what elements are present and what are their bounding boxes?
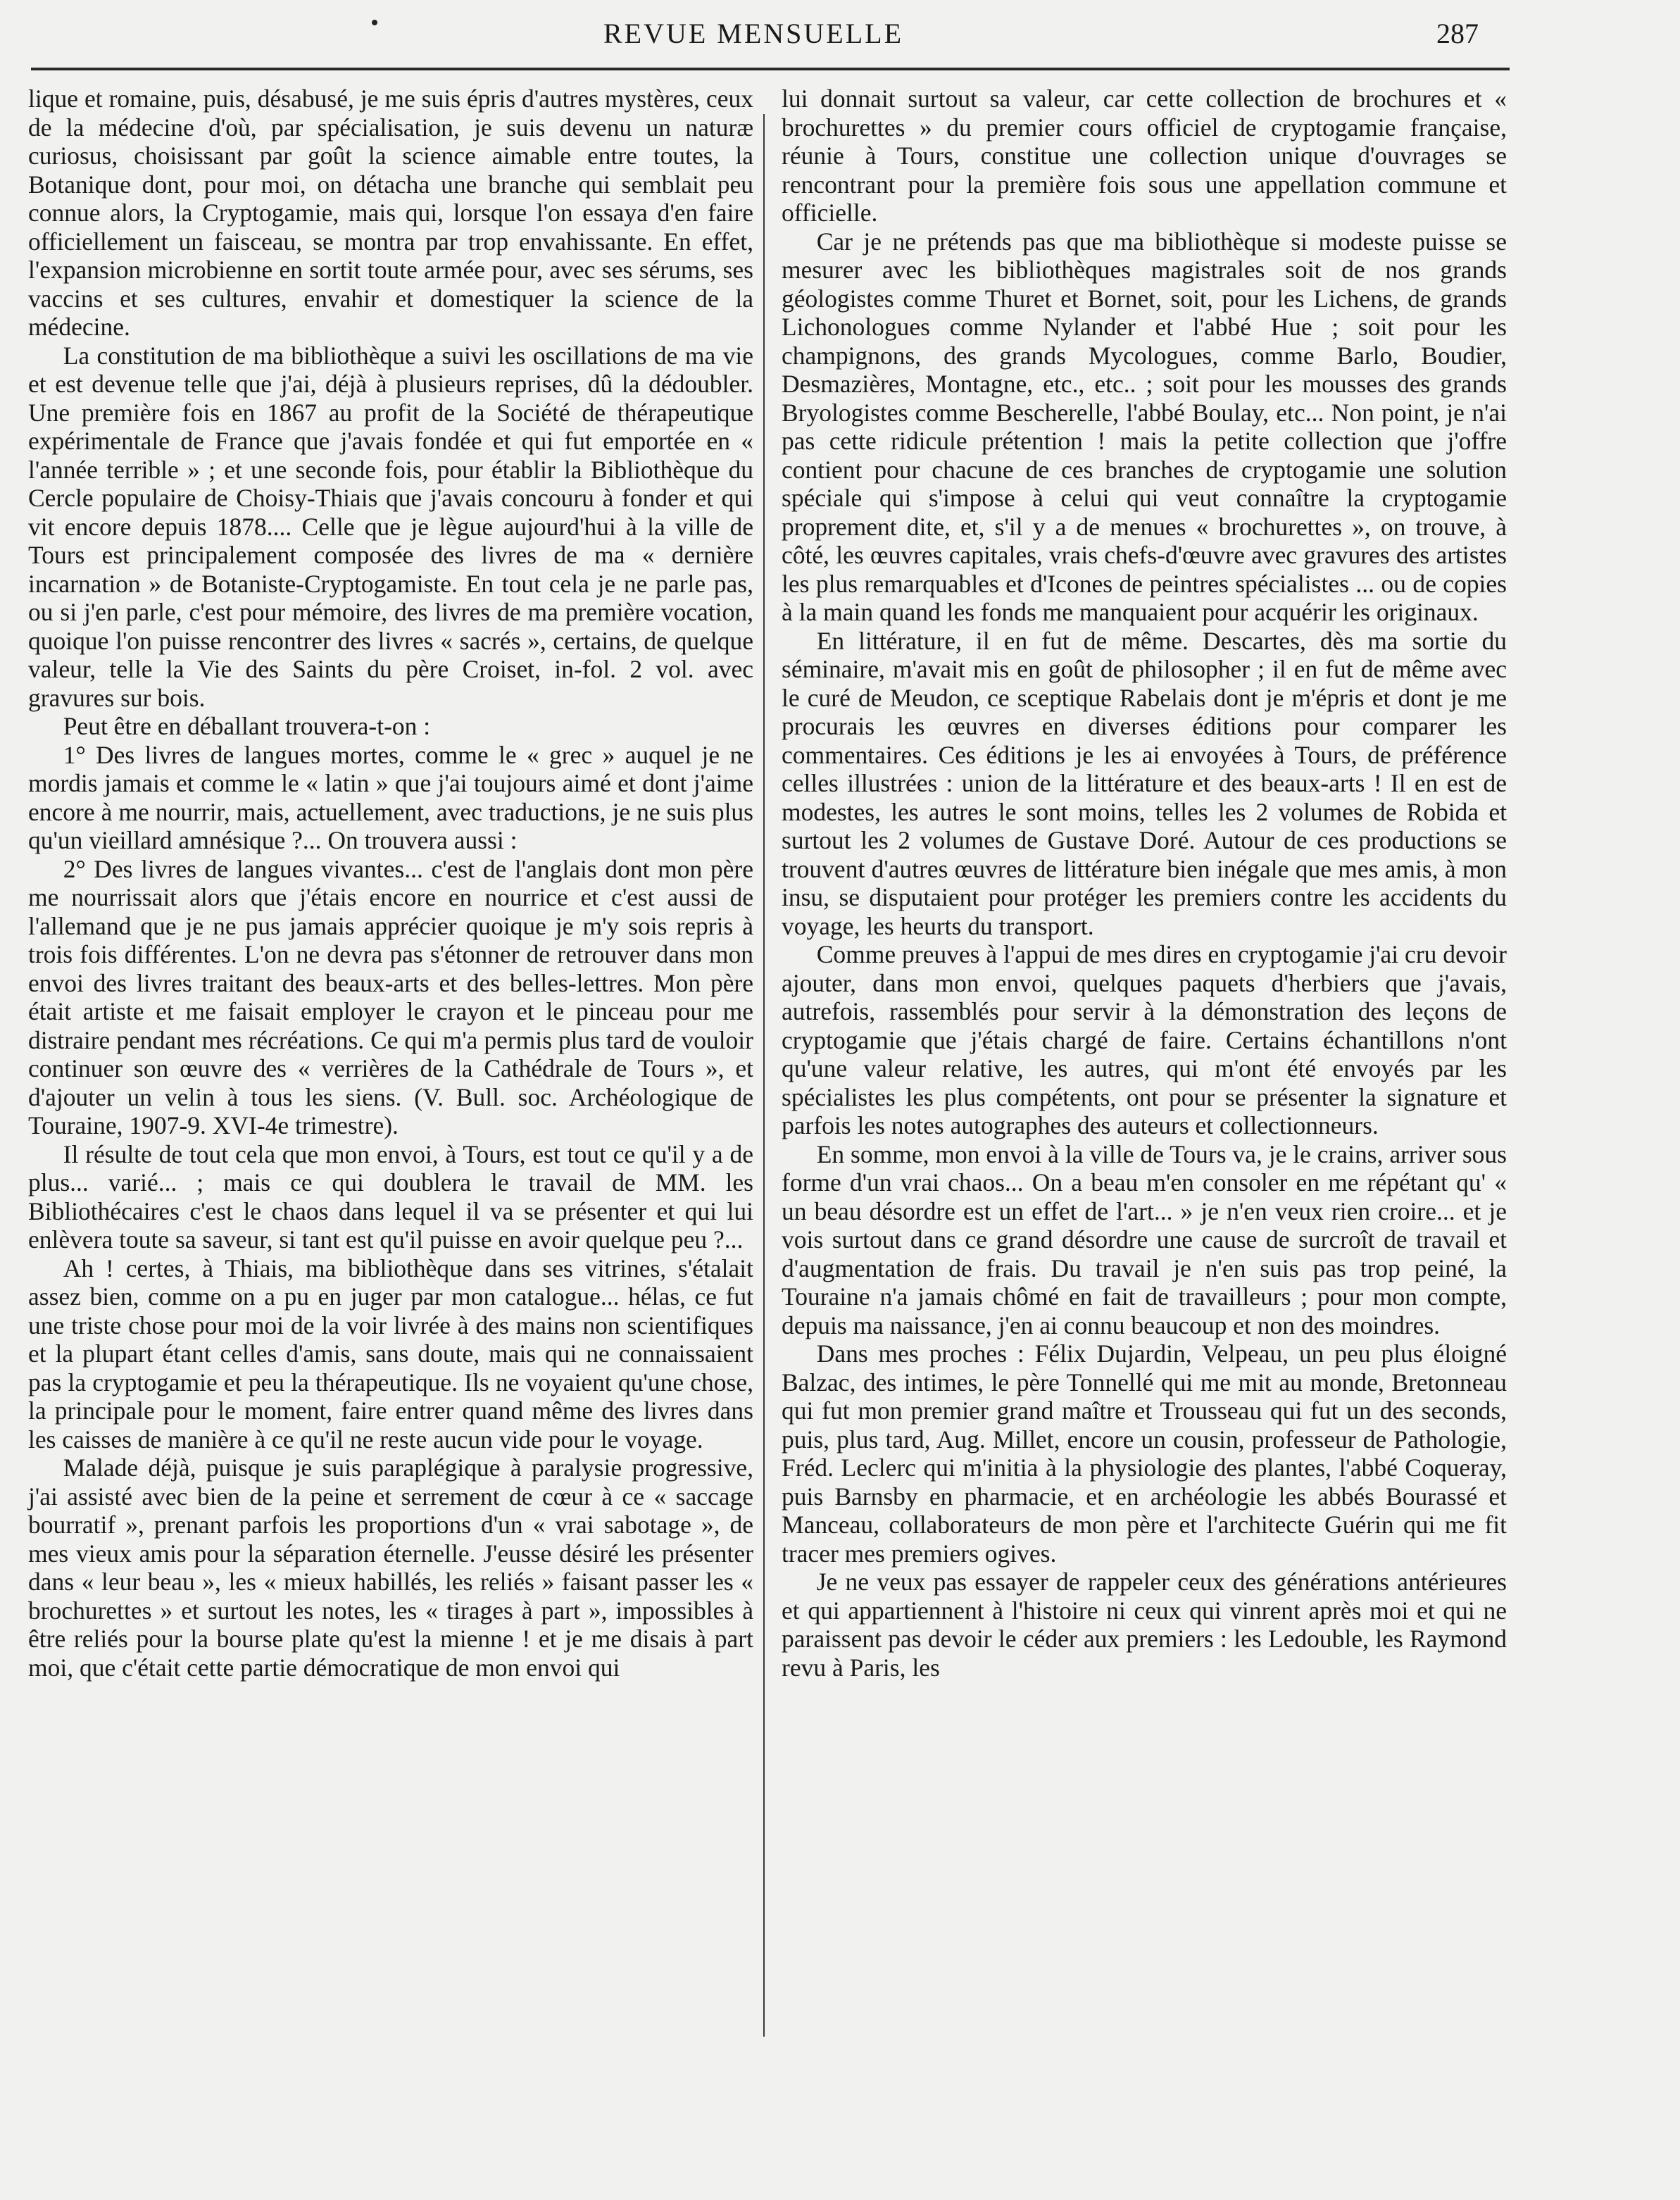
paragraph: En littérature, il en fut de même. Descartes, dès ma sortie du séminaire, m'avait mis en goût de philosopher ; il en fut de même avec le curé de Meudon, ce sceptique Rabelais dont je m'épris et dont je me procurais les œuvres en diverses éditions pour comparer les commentaires. Ces éditions je les ai envoyées à Tours, de préférence celles illustrées : union de la littérature et des beaux-arts ! Il en est de modestes, les autres le sont moins, telles les 2 volumes de Robida et surtout les 2 volumes de Gustave Doré. Autour de ces productions se trouvent d'autres œuvres de littérature bien inégale que mes amis, à mon insu, se disputaient pour protéger les premiers contre les accidents du voyage, les heurts du transport. [782,626,1507,940]
page-number: 287 [1436,18,1479,49]
header-rule [31,68,1510,70]
right-column [782,85,1507,1682]
paragraph: Je ne veux pas essayer de rappeler ceux des générations antérieures et qui appartiennent à l'histoire ni ceux qui vinrent après moi et qui ne paraissent pas devoir le céder aux premiers : les Ledouble, les Raymond revu à Paris, les [782,1568,1507,1682]
paragraph: Comme preuves à l'appui de mes dires en cryptogamie j'ai cru devoir ajouter, dans mon envoi, quelques paquets d'herbiers que j'avais, autrefois, rassemblés pour servir à la démonstration des leçons de cryptogamie que j'étais chargé de faire. Certains échantillons n'ont qu'une valeur relative, les autres, qui m'ont été envoyés par les spécialistes les plus compétents, ont pour se présenter la signature et parfois les notes autographes des auteurs et collectionneurs. [782,940,1507,1139]
page-header [28,10,1479,52]
paragraph: Ah ! certes, à Thiais, ma bibliothèque dans ses vitrines, s'étalait assez bien, comme on a pu en juger par mon catalogue... hélas, ce fut une triste chose pour moi de la voir livrée à des mains non scientifiques et la plupart étant celles d'amis, sans doute, mais qui ne connaissaient pas la cryptogamie et peu la thérapeutique. Ils ne voyaient qu'une chose, la principale pour le moment, faire entrer quand même des livres dans les caisses de manière à ce qu'il ne reste aucun vide pour le voyage. [28,1254,753,1454]
left-column [28,85,753,1682]
paragraph: La constitution de ma bibliothèque a suivi les oscillations de ma vie et est devenue telle que j'ai, déjà à plusieurs reprises, dû la dédoubler. Une première fois en 1867 au profit de la Société de thérapeutique expérimentale de France que j'avais fondée et qui fut emportée en « l'année terrible » ; et une seconde fois, pour établir la Bibliothèque du Cercle populaire de Choisy-Thiais que j'avais concouru à fonder et qui vit encore depuis 1878.... Celle que je lègue aujourd'hui à la ville de Tours est principalement composée des livres de ma « dernière incarnation » de Botaniste-Cryptogamiste. En tout cela je ne parle pas, ou si j'en parle, c'est pour mémoire, des livres de ma première vocation, quoique l'on puisse rencontrer des livres « sacrés », certains, de quelque valeur, telle la Vie des Saints du père Croiset, in-fol. 2 vol. avec gravures sur bois. [28,341,753,712]
paragraph: Dans mes proches : Félix Dujardin, Velpeau, un peu plus éloigné Balzac, des intimes, le père Tonnellé qui me mit au monde, Bretonneau qui fut mon premier grand maître et Trousseau qui fut un des seconds, puis, plus tard, Aug. Millet, encore un cousin, professeur de Pathologie, Fréd. Leclerc qui m'initia à la physiologie des plantes, l'abbé Coqueray, puis Barnsby en pharmacie, et en archéologie les abbés Bourassé et Manceau, collaborateurs de mon père et l'architecte Guérin qui me fit tracer mes premiers ogives. [782,1339,1507,1568]
paragraph: lui donnait surtout sa valeur, car cette collection de brochures et « brochurettes » du premier cours officiel de cryptogamie française, réunie à Tours, constitue une collection unique d'ouvrages se rencontrant pour la première fois sous une appellation commune et officielle. [782,85,1507,227]
paragraph: Malade déjà, puisque je suis paraplégique à paralysie progressive, j'ai assisté avec bien de la peine et serrement de cœur à ce « saccage bourratif », prenant parfois les proportions d'un « vrai sabotage », de mes vieux amis pour la séparation éternelle. J'eusse désiré les présenter dans « leur beau », les « mieux habillés, les reliés » faisant passer les « brochurettes » et surtout les notes, les « tirages à part », impossibles à être reliés pour la bourse plate qu'est la mienne ! et je me disais à part moi, que c'était cette partie démocratique de mon envoi qui [28,1454,753,1682]
paragraph: Peut être en déballant trouvera-t-on : [63,712,431,740]
running-title: REVUE MENSUELLE [603,18,904,49]
paragraph: 2° Des livres de langues vivantes... c'est de l'anglais dont mon père me nourrissait alors que j'étais encore en nourrice et c'est aussi de l'allemand que je ne pus jamais apprécier quoique je m'y sois repris à trois fois différentes. L'on ne devra pas s'étonner de retrouver dans mon envoi des livres traitant des beaux-arts et des belles-lettres. Mon père était artiste et me faisait employer le crayon et le pinceau pour me distraire pendant mes récréations. Ce qui m'a permis plus tard de vouloir continuer son œuvre des « verrières de la Cathédrale de Tours », et d'ajouter un velin à tous les siens. (V. Bull. soc. Archéologique de Touraine, 1907-9. XVI-4e trimestre). [28,854,753,1139]
paragraph: lique et romaine, puis, désabusé, je me suis épris d'autres mystères, ceux de la médecine d'où, par spécialisation, je suis devenu un naturæ curiosus, choisissant par goût la science aimable entre toutes, la Botanique dont, pour moi, on détacha une branche qui semblait peu connue alors, la Cryptogamie, mais qui, lorsque l'on essaya d'en faire officiellement un faisceau, se montra par trop envahissante. En effet, l'expansion microbienne en sortit toute armée pour, avec ses sérums, ses vaccins et ses cultures, envahir et domestiquer la science de la médecine. [28,85,753,341]
column-divider [763,114,765,2037]
paragraph: Car je ne prétends pas que ma bibliothèque si modeste puisse se mesurer avec les bibliothèques magistrales soit de nos grands géologistes comme Thuret et Bornet, soit, pour les Lichens, de grands Lichonologues comme Nylander et l'abbé Hue ; soit pour les champignons, des grands Mycologues, comme Barlo, Boudier, Desmazières, Montagne, etc., etc.. ; soit pour les mousses des grands Bryologistes comme Bescherelle, l'abbé Boulay, etc... Non point, je n'ai pas cette ridicule prétention ! mais la petite collection que j'offre contient pour chacune de ces branches de cryptogamie une solution spéciale qui s'impose à celui qui veut connaître la cryptogamie proprement dite, et, s'il y a de menues « brochurettes », on trouve, à côté, les œuvres capitales, vrais chefs-d'œuvre avec gravures des artistes les plus remarquables et d'Icones de peintres spécialistes ... ou de copies à la main quand les fonds me manquaient pour acquérir les originaux. [782,227,1507,626]
paragraph: En somme, mon envoi à la ville de Tours va, je le crains, arriver sous forme d'un vrai chaos... On a beau m'en consoler en me répétant qu' « un beau désordre est un effet de l'art... » je n'en veux rien croire... et je vois surtout dans ce grand désordre une cause de surcroît de travail et d'augmentation de frais. Du travail je n'en suis pas trop peiné, la Touraine n'a jamais chômé en fait de travailleurs ; pour mon compte, depuis ma naissance, j'en ai connu beaucoup et non des moindres. [782,1139,1507,1339]
paragraph: Il résulte de tout cela que mon envoi, à Tours, est tout ce qu'il y a de plus... varié... ; mais ce qui doublera le travail de MM. les Bibliothécaires c'est le chaos dans lequel il va se présenter et qui lui enlèvera toute sa saveur, si tant est qu'il puisse en avoir quelque peu ?... [28,1139,753,1254]
paragraph: 1° Des livres de langues mortes, comme le « grec » auquel je ne mordis jamais et comme le « latin » que j'ai toujours aimé et dont j'aime encore à me nourrir, mais, actuellement, avec traductions, je ne suis plus qu'un vieillard amnésique ?... On trouvera aussi : [28,740,753,854]
